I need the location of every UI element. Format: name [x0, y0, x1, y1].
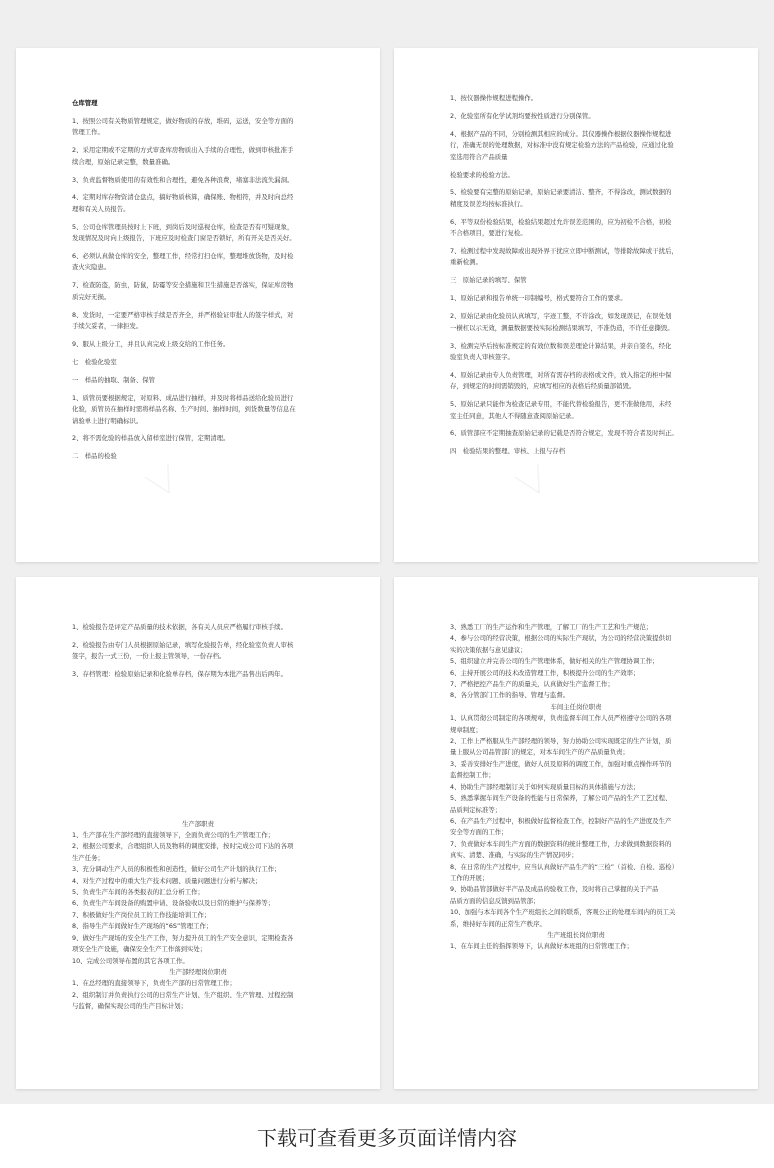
text-line: 5、原始记录只能作为检查记录专用，不能代替检验报告，更不准做他用，未经 [450, 400, 672, 409]
text-line: 一 样品的抽取、制备、保管 [72, 375, 156, 384]
text-line: 安全等方面的工作； [450, 828, 508, 837]
text-line: 6、平等双份检验结果，检验结果超过允许误差范围的，应为初检不合格，初检 [450, 217, 672, 226]
text-line: 4、协助生产部经理制订关于如何实现质量目标的具体措施与方法； [450, 782, 640, 791]
text-line: 10、完成公司领导布置的其它各项工作。 [72, 956, 189, 965]
text-line: 验室负责人审核签字。 [450, 352, 514, 361]
text-line: 请验单上进行明确标识。 [72, 416, 143, 425]
text-line: 10、加强与本车间各个生产班组长之间的联系，客观公正的处理车间内的员工关 [450, 908, 676, 917]
text-line: 3、存档管理：检验原始记录和化验单存档，保存期为本批产品售出后两年。 [72, 670, 287, 679]
text-line: 化验，质管员在抽样时需将样品名称、生产时间、抽样时间，到货数量等信息在 [72, 405, 296, 414]
text-line: 品质方面的信息反馈到品管部； [450, 896, 540, 905]
text-line: 3、熟悉工厂的生产运作和生产管理，了解工厂的生产工艺和生产规范； [450, 623, 653, 631]
text-line: 5、负责生产车间的各类报表的汇总分析工作； [72, 888, 204, 897]
text-line: 6、主持开展公司的技术改造管理工作，积极提升公司的生产效率； [450, 668, 640, 677]
text-line: 签字，报告一式三份，一份上报主管领导，一份存档。 [72, 652, 226, 661]
footer-text: 下载可查看更多页面详情内容 [257, 1125, 517, 1150]
text-line: 1、原始记录和报告单统一印制编号，格式要符合工作的要求。 [450, 294, 627, 303]
text-line: 2、采用定期或不定期的方式审查库房物质出入手续的合理性，做到审核批准手 [72, 146, 294, 155]
text-line: 检验要求的检验方法。 [450, 170, 514, 179]
text-line: 2、根据公司要求，合理组织人员及物料的调度安排，按时完成公司下达的各项 [72, 842, 294, 851]
section-heading: 生产部经理岗位职责 [169, 967, 227, 976]
text-line: 7、检查防盗，防虫，防鼠，防霉等安全措施和卫生措施是否落实，保证库房物 [72, 281, 294, 290]
text-line: 4、根据产品的不同，分别检测其相应的成分。其仪器操作根据仪器操作规程进 [450, 129, 672, 138]
text-line: 管理工作。 [72, 128, 104, 137]
text-line: 质完好无损。 [72, 292, 111, 301]
text-line: 1、在车间主任的指挥领导下，认真做好本班组的日常管理工作； [450, 942, 634, 951]
text-line: 2、工作上严格服从生产部经理的领导，努力协助公司实现既定的生产计划，质 [450, 737, 672, 746]
text-line: 5、组织建立并完善公司的生产管理体系，做好相关的生产管理协调工作； [450, 657, 659, 666]
text-line: 手续欠妥者，一律拒发。 [72, 322, 143, 331]
text-line: 5、检验要有完整的原始记录，原始记录要清洁、整齐，不得涂改，测试数据的 [450, 188, 672, 197]
text-line: 6、在产品生产过程中，积极做好监督检查工作，控制好产品的生产进度及生产 [450, 816, 672, 825]
download-more-banner[interactable] [0, 1104, 774, 1168]
section-heading: 车间主任岗位职责 [550, 702, 602, 711]
text-line: 3、妥善安排好生产进度，做好人员及原料的调度工作，加强对重点操作环节的 [450, 759, 672, 768]
section-heading: 生产部职责 [182, 819, 214, 828]
text-line: 4、原始记录由专人负责管理，对所有需存档的表格或文件，放入指定的柜中保 [450, 370, 672, 379]
text-line: 1、按仪器操作规程进程操作。 [450, 94, 538, 102]
paragraph-gap [72, 681, 324, 819]
text-line: 1、按照公司有关物质管理规定，做好物质的存放，堆码，运送，安全等方面的 [72, 116, 294, 125]
text-line: 项安全生产设施，确保安全生产工作落到实处； [72, 945, 207, 954]
text-line: 8、发货时，一定要严格审核手续是否齐全，并严格验证审批人的签字样式，对 [72, 310, 294, 319]
text-line: 8、指导生产车间做好生产现场的“6S”管理工作； [72, 922, 213, 931]
text-line: 3、检测完毕后按标准规定的有效位数和误差理论计算结果，并亲自签名，经化 [450, 341, 672, 350]
text-line: 生产任务； [72, 853, 104, 862]
text-line: 4、定期对库存物资清仓盘点，搞好物质核算，确保账、物相符，并及时向总经 [72, 193, 294, 202]
text-line: 与监督，确保实现公司的生产目标计划； [72, 1002, 188, 1011]
text-line: 行，准确无误的处理数据，对标准中没有规定检验方法的产品检验，应通过化验 [450, 141, 674, 150]
text-line: 二 样品的检验 [72, 452, 117, 461]
text-line: 2、检验报告由专门人员根据原始记录，填写化验报告单，经化验室负责人审核 [72, 640, 294, 649]
text-line: 8、各分管部门工作的指导、管理与监督。 [450, 691, 570, 700]
text-line: 9、协助品管部做好半产品及成品的验收工作，及时将自己掌握的关于产品 [450, 885, 659, 894]
text-line: 7、检测过程中发现故障或出现外界干扰应立即中断测试，等排除故障或干扰后， [450, 247, 678, 256]
text-line: 6、质管部应不定期抽查原始记录的记载是否符合规定，发现不符合者及时纠正。 [450, 429, 678, 438]
text-line: 3、充分调动生产人员的积极性和创造性，做好公司生产计划的执行工作； [72, 865, 281, 874]
section-heading: 生产班组长岗位职责 [547, 930, 605, 939]
text-line: 4、对生产过程中的重大生产技术问题、质量问题进行分析与解决； [72, 876, 262, 885]
text-line: 8、在日常的生产过程中，应当认真做好产品生产的“三检”（首检、自检、巡检） [450, 862, 678, 871]
text-line: 1、在总经理的直接领导下，负责生产部的日常管理工作； [72, 979, 236, 988]
text-line: 2、原始记录由化验员认真填写，字迹工整，不许涂改，如发现误记，在误处划 [450, 312, 672, 321]
text-line: 存，到规定的时间需销毁的，应填写相应的表格后经质量部销毁。 [450, 382, 636, 391]
text-line: 3、负责监督物质使用的有效性和合理性，避免各种浪费，堵塞非法流失漏洞。 [72, 175, 294, 184]
document-page-4 [394, 577, 758, 1089]
text-line: 室主任同意，其他人不得随意查阅原始记录。 [450, 411, 578, 420]
text-line: 1、质管员要根据规定，对原料、成品进行抽样，并及时将样品送给化验员进行 [72, 393, 294, 402]
text-line: 1、认真贯彻公司制定的各项规章，负责监督车间工作人员严格遵守公司的各项 [450, 714, 672, 723]
document-page-3 [16, 577, 380, 1089]
text-line: 规章制度； [450, 725, 482, 734]
text-line: 实的决策依据与意见建议； [450, 645, 527, 654]
text-line: 查火灾隐患。 [72, 263, 111, 272]
text-line: 发现情况及时向上级报告，下班应及时检查门窗是否锁好，所有开关是否关好。 [72, 234, 296, 243]
text-line: 9、做好生产现场的安全生产工作，努力提升员工的生产安全意识，定期检查各 [72, 933, 294, 942]
text-line: 7、积极做好生产岗位员工的工作技能培训工作； [72, 910, 211, 919]
text-line: 6、负责生产车间设备的购置申请、设备验收以及日常的维护与保养等； [72, 899, 275, 908]
text-line: 七 检验化验室 [72, 357, 117, 366]
text-line: 系，维持好车间的正常生产秩序。 [450, 919, 546, 928]
text-line: 2、将不需化验的样品放入留样室进行保管，定期清理。 [72, 434, 230, 443]
text-line: 理和有关人员报告。 [72, 204, 130, 213]
text-line: 6、必须认真做仓库的安全，整理工作，经常打扫仓库，整理堆放货物，及时检 [72, 252, 294, 261]
text-line: 9、服从上级分工，并且认真完成上级交给的工作任务。 [72, 340, 230, 348]
text-line: 品质判定标准等； [450, 805, 502, 814]
text-line: 1、生产部在生产部经理的直接领导下，全面负责公司的生产管理工作； [72, 831, 275, 840]
text-line: 不合格项目，要进行复检。 [450, 229, 527, 238]
document-page-2 [394, 48, 758, 562]
text-line: 5、熟悉掌握车间生产设备的性能与日常保养，了解公司产品的生产工艺过程、 [450, 794, 672, 803]
document-page-1 [16, 48, 380, 562]
text-line: 5、公司仓库管理员按时上下班，到岗后及时巡视仓库，检查是否有可疑现象， [72, 222, 294, 231]
text-line: 监督控制工作； [450, 771, 495, 780]
text-line: 精度及误差均按标准执行。 [450, 199, 527, 208]
text-line: 7、负责做好本车间生产方面的数据资料的统计整理工作，力求做到数据资料的 [450, 839, 672, 848]
text-line: 真实、清楚、准确，与实际的生产情况同步； [450, 851, 578, 860]
text-line: 工作的开展； [450, 873, 489, 882]
text-line: 重新检测。 [450, 258, 482, 267]
text-line: 量上服从公司品管部门的规定，对本车间生产的产品质量负责； [450, 748, 629, 757]
document-heading: 仓库管理 [72, 99, 98, 107]
text-line: 室选用符合产品质量 [450, 152, 508, 161]
text-line: 四 检验结果的整理、审核、上报与存档 [450, 447, 566, 456]
text-line: 4、参与公司的经营决策，根据公司的实际生产现状，为公司的经营决策提供切 [450, 634, 672, 643]
text-line: 1、检验报告是评定产品质量的技术依据，各有关人员应严格履行审核手续。 [72, 623, 287, 631]
text-line: 7、严格把控产品生产的质量关，认真做好生产监督工作； [450, 680, 614, 689]
text-line: 2、化验室所有化学试剂均要按性质进行分别保管。 [450, 111, 595, 120]
text-line: 续合理，原始记录完整，数量准确。 [72, 157, 175, 166]
text-line: 一横杠以示无效，测量数据要按实际检测结果填写，不准伪造，不许任意撕毁。 [450, 323, 674, 332]
text-line: 三 原始记录的填写、保管 [450, 276, 527, 285]
text-line: 2、组织制订并负责执行公司的日常生产计划、生产组织、生产管理、过程控制 [72, 990, 294, 999]
